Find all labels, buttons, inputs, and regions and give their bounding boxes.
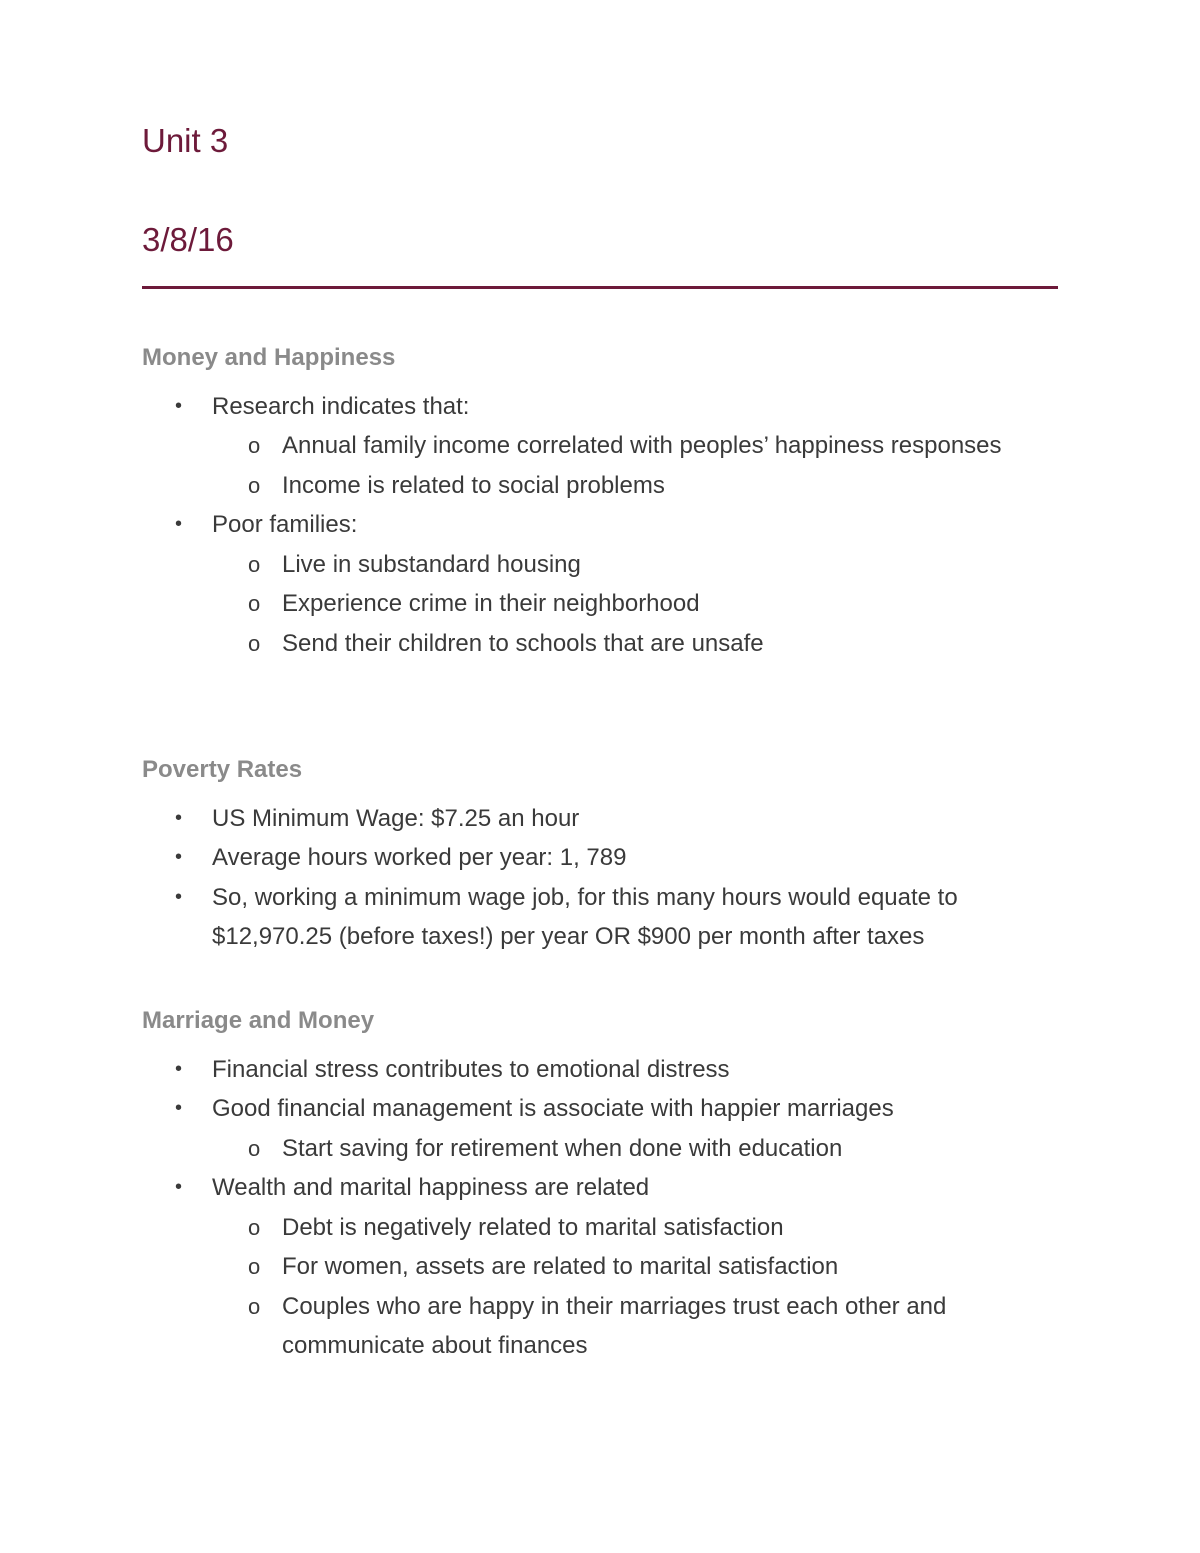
sub-bullet-icon: o	[248, 591, 261, 617]
bullet-icon: •	[175, 1176, 183, 1199]
bullet-icon: •	[175, 885, 183, 908]
bullet-icon: •	[175, 846, 183, 869]
document-title: Unit 3	[142, 122, 229, 159]
sub-list-item-text: Send their children to schools that are unsafe	[282, 629, 764, 657]
bullet-icon: •	[175, 806, 183, 829]
bullet-list	[142, 387, 1072, 664]
title-divider	[142, 286, 1058, 289]
list-item-text: US Minimum Wage: $7.25 an hour	[212, 804, 580, 832]
bullet-icon: •	[175, 1097, 183, 1120]
sub-list-item	[212, 1208, 1072, 1248]
list-item	[142, 878, 1072, 957]
document-date: 3/8/16	[142, 221, 234, 258]
sub-list-item-text: For women, assets are related to marital satisfaction	[282, 1253, 839, 1281]
section-marriage-and-money	[142, 1007, 1072, 1366]
list-item-text: Research indicates that:	[212, 392, 470, 420]
section-heading: Marriage and Money	[142, 1007, 375, 1034]
bullet-list	[142, 1050, 1072, 1366]
list-item-text: Wealth and marital happiness are related	[212, 1174, 650, 1202]
list-item-text: Financial stress contributes to emotional distress	[212, 1055, 730, 1083]
sub-list-item	[212, 466, 1072, 506]
sub-list-item-text: Start saving for retirement when done with education	[282, 1134, 843, 1162]
sub-bullet-icon: o	[248, 433, 261, 459]
list-item	[142, 838, 1072, 878]
list-item	[142, 1168, 1072, 1366]
sub-bullet-icon: o	[248, 551, 261, 577]
sub-bullet-icon: o	[248, 1254, 261, 1280]
sub-list-item-text: Live in substandard housing	[282, 550, 581, 578]
sub-list	[212, 1129, 1072, 1169]
list-item	[142, 799, 1072, 839]
sub-bullet-icon: o	[248, 472, 261, 498]
bullet-icon: •	[175, 394, 183, 417]
sub-bullet-icon: o	[248, 1135, 261, 1161]
sub-bullet-icon: o	[248, 630, 261, 656]
sub-list	[212, 545, 1072, 664]
sub-list	[212, 1208, 1072, 1366]
bullet-icon: •	[175, 513, 183, 536]
sub-list-item-text: Income is related to social problems	[282, 471, 665, 499]
sub-list-item	[212, 1247, 1072, 1287]
sub-bullet-icon: o	[248, 1214, 261, 1240]
sub-list-item	[212, 1129, 1072, 1169]
list-item	[142, 505, 1072, 663]
list-item-text: Good financial management is associate with happier marriages	[212, 1095, 894, 1123]
list-item-text: Average hours worked per year: 1, 789	[212, 844, 627, 872]
section-poverty-rates	[142, 756, 1072, 957]
list-item	[142, 1050, 1072, 1090]
section-heading: Poverty Rates	[142, 756, 303, 783]
list-item	[142, 387, 1072, 506]
list-item-text: So, working a minimum wage job, for this many hours would equate to $12,970.25 (before taxes!) per year OR $900 per month after taxes	[212, 883, 958, 951]
sub-list-item	[212, 624, 1072, 664]
sub-list-item-text: Annual family income correlated with peoples’ happiness responses	[282, 432, 1002, 460]
sub-list-item-text: Experience crime in their neighborhood	[282, 590, 700, 618]
sub-list-item	[212, 584, 1072, 624]
sub-list-item	[212, 1287, 1072, 1366]
sub-list	[212, 426, 1072, 505]
sub-list-item-text: Couples who are happy in their marriages trust each other and communicate about finances	[282, 1292, 947, 1360]
list-item-text: Poor families:	[212, 511, 358, 539]
bullet-list	[142, 799, 1072, 957]
list-item	[142, 1089, 1072, 1168]
section-heading: Money and Happiness	[142, 344, 396, 371]
sub-list-item	[212, 426, 1072, 466]
sub-list-item	[212, 545, 1072, 585]
sub-list-item-text: Debt is negatively related to marital satisfaction	[282, 1213, 784, 1241]
section-money-and-happiness	[142, 344, 1072, 663]
sub-bullet-icon: o	[248, 1293, 261, 1319]
bullet-icon: •	[175, 1057, 183, 1080]
